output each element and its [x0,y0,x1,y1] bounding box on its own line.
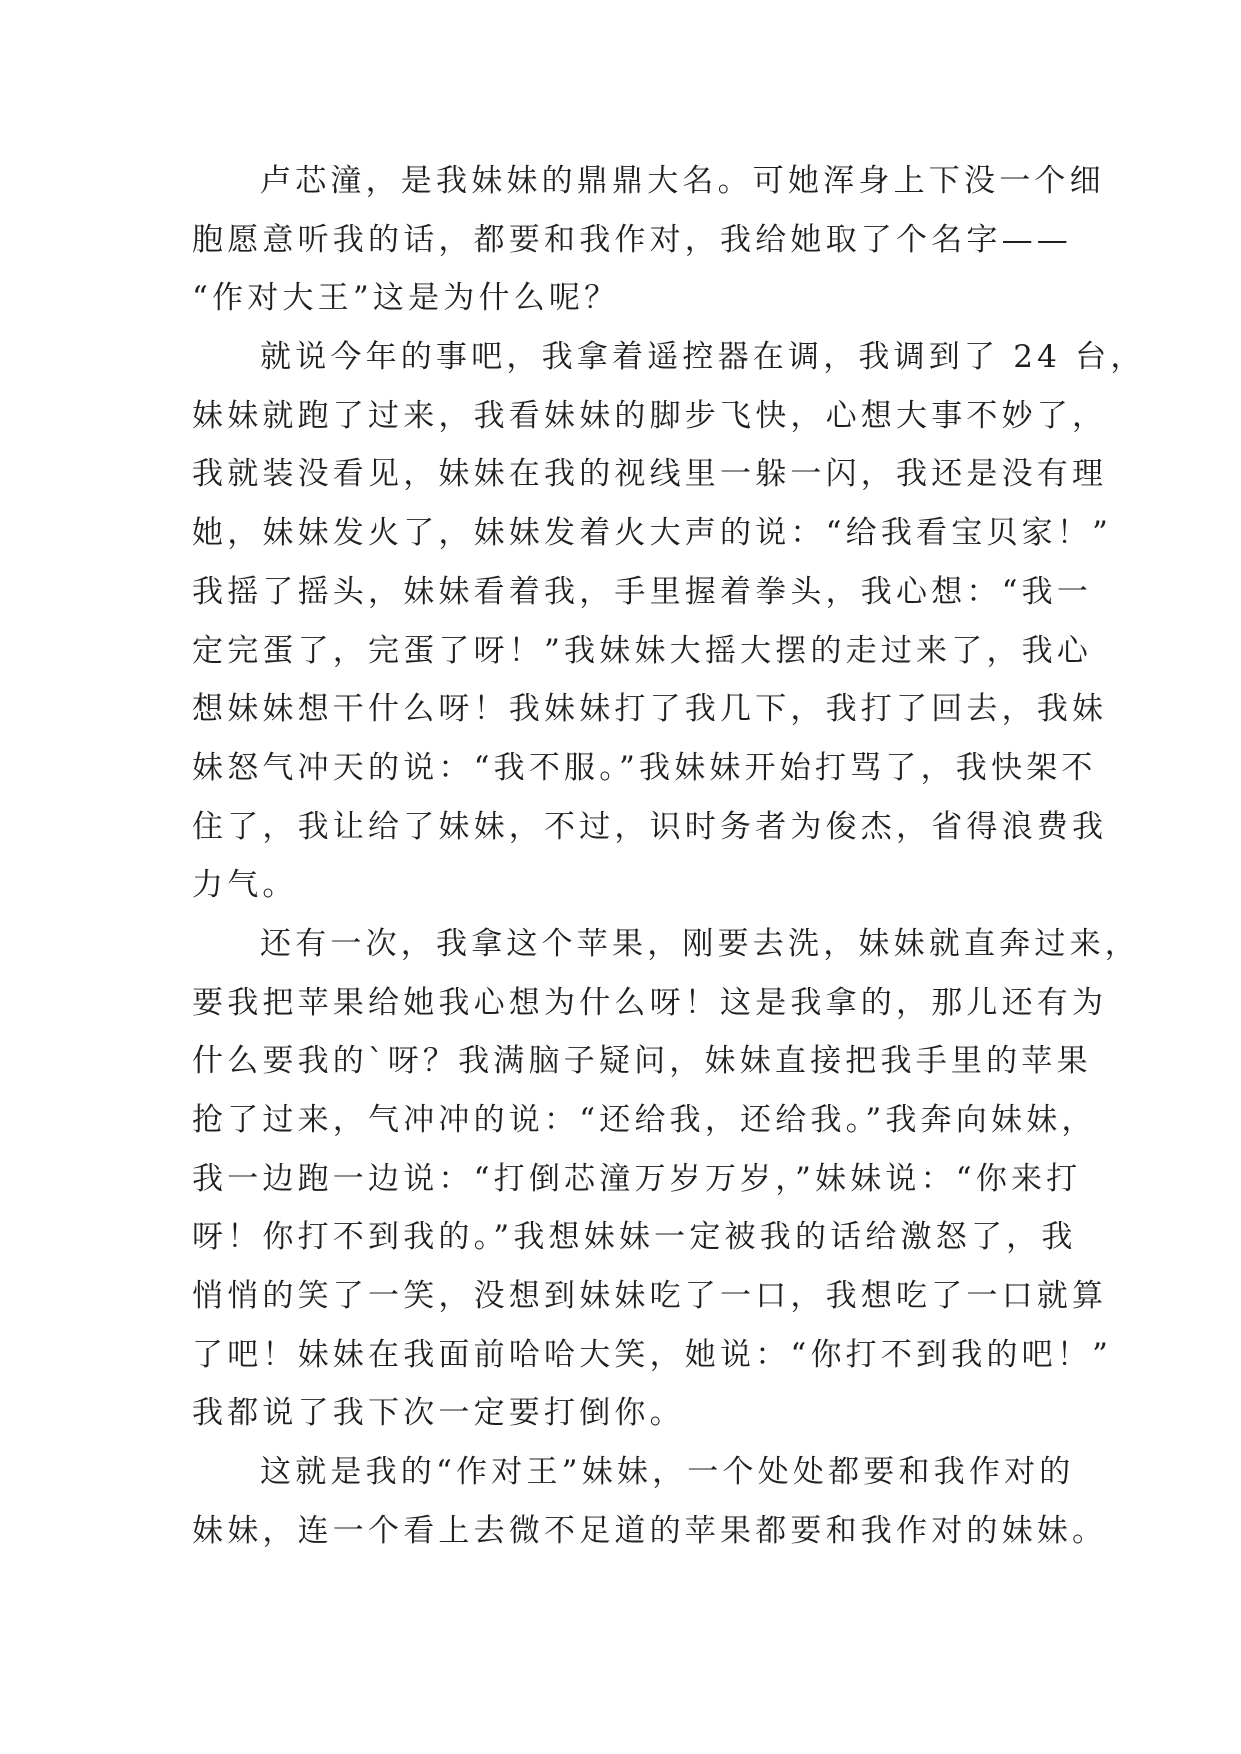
paragraph-3 [192,915,1140,1443]
text-line: 什么要我的`呀？我满脑子疑问，妹妹直接把我手里的苹果 [192,1043,1092,1080]
text-line: 妹怒气冲天的说：“我不服。”我妹妹开始打骂了，我快架不 [192,749,1097,786]
text-line: 她，妹妹发火了，妹妹发着火大声的说：“给我看宝贝家！” [192,515,1113,552]
text-line: 想妹妹想干什么呀！我妹妹打了我几下，我打了回去，我妹 [192,691,1108,728]
text-line: 还有一次，我拿这个苹果，刚要去洗，妹妹就直奔过来， [260,925,1140,962]
text-line: 我摇了摇头，妹妹看着我，手里握着拳头，我心想：“我一 [192,573,1093,610]
text-line: 就说今年的事吧，我拿着遥控器在调，我调到了 24 台， [260,339,1146,376]
text-line: 力气。 [192,867,298,904]
text-line: 抢了过来，气冲冲的说：“还给我，还给我。”我奔向妹妹， [192,1102,1097,1138]
text-line: 了吧！妹妹在我面前哈哈大笑，她说：“你打不到我的吧！” [192,1336,1113,1373]
text-line: 妹妹就跑了过来，我看妹妹的脚步飞快，心想大事不妙了， [192,397,1108,434]
paragraph-2 [192,328,1146,915]
text-line: “作对大王”这是为什么呢？ [192,280,620,317]
paragraph-1 [192,152,1105,328]
text-line: 住了，我让给了妹妹，不过，识时务者为俊杰，省得浪费我 [192,808,1108,845]
text-line: 定完蛋了，完蛋了呀！”我妹妹大摇大摆的走过来了，我心 [192,632,1093,669]
document-body [192,152,1146,1561]
text-line: 这就是我的“作对王”妹妹，一个处处都要和我作对的 [260,1454,1075,1491]
text-line: 卢芯潼，是我妹妹的鼎鼎大名。可她浑身上下没一个细 [260,163,1105,199]
text-line: 呀！你打不到我的。”我想妹妹一定被我的话给激怒了，我 [192,1219,1077,1256]
paragraph-4 [192,1443,1108,1560]
text-line: 我一边跑一边说：“打倒芯潼万岁万岁，”妹妹说：“你来打 [192,1160,1082,1197]
text-line: 胞愿意听我的话，都要和我作对，我给她取了个名字—— [192,221,1072,258]
text-line: 妹妹，连一个看上去微不足道的苹果都要和我作对的妹妹。 [192,1512,1108,1549]
text-line: 悄悄的笑了一笑，没想到妹妹吃了一口，我想吃了一口就算 [192,1278,1108,1315]
text-line: 我就装没看见，妹妹在我的视线里一躲一闪，我还是没有理 [192,456,1108,493]
text-line: 要我把苹果给她我心想为什么呀！这是我拿的，那儿还有为 [192,984,1108,1021]
text-line: 我都说了我下次一定要打倒你。 [192,1395,685,1432]
